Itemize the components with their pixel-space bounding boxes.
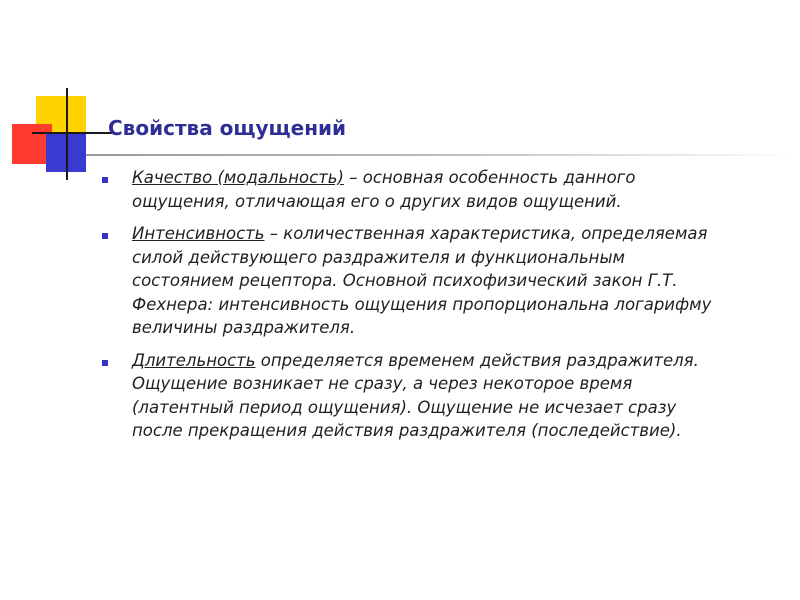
slide-title: Свойства ощущений: [108, 116, 347, 140]
list-item: [124, 166, 724, 213]
item-text: определяется временем действия раздражителя. Ощущение возникает не сразу, а через некоторое время (латентный период ощущения). Ощущение не исчезает сразу после прекращения действия раздражителя (последействие).: [132, 350, 699, 440]
item-term: Интенсивность: [132, 224, 265, 243]
item-term: Качество (модальность): [132, 168, 344, 187]
square-bullet-icon: [102, 177, 108, 183]
colored-squares-logo: [0, 0, 120, 190]
logo-vertical-line: [66, 88, 68, 180]
square-bullet-icon: [102, 233, 108, 239]
item-text: – количественная характеристика, определяемая силой действующего раздражителя и функциональным состоянием рецептора. Основной психофизический закон Г.Т. Фехнера: интенсивность ощущения пропорциональна логарифму величины раздражителя.: [132, 224, 712, 337]
logo-horizontal-line: [32, 132, 112, 134]
title-divider: [86, 154, 800, 156]
list-item: [124, 349, 724, 443]
square-bullet-icon: [102, 360, 108, 366]
item-term: Длительность: [132, 350, 256, 370]
item-text: – основная особенность данного ощущения, отличающая его о других видов ощущений.: [132, 168, 636, 211]
list-item: [124, 222, 724, 340]
bullet-list: [124, 166, 724, 452]
